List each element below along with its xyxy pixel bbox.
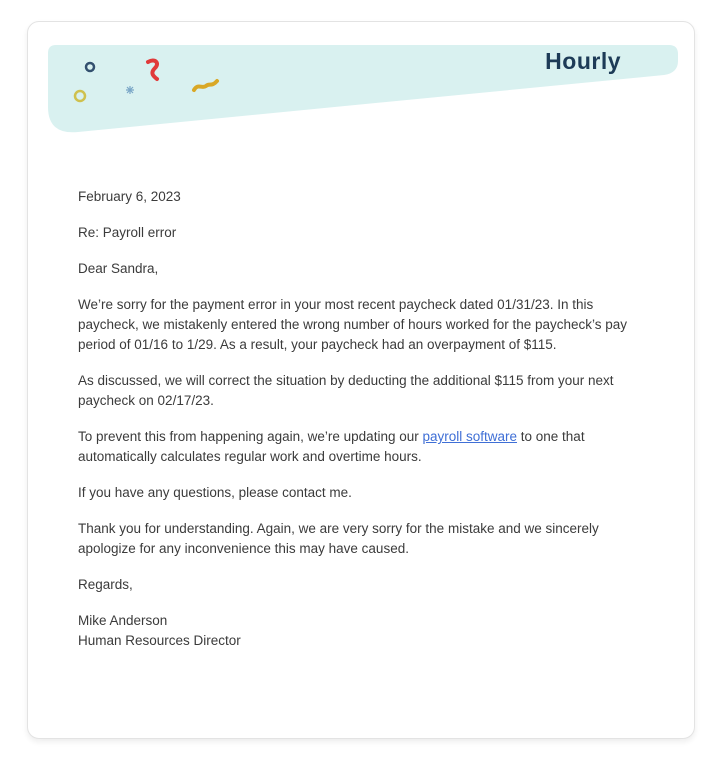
letter-subject: Re: Payroll error	[78, 225, 177, 240]
letter-paragraph-3	[78, 427, 650, 467]
letter-paragraph-4: If you have any questions, please contact me.	[78, 485, 352, 500]
letter-signature	[78, 611, 650, 651]
signature-name: Mike Anderson	[78, 613, 168, 628]
letter-paragraph-1: We’re sorry for the payment error in your most recent paycheck dated 01/31/23. In this paycheck, we mistakenly entered the wrong number of hours worked for the paycheck’s pay period of 01/16 to 1/29. As a result, your paycheck had an overpayment of $115.	[78, 297, 628, 352]
signature-title: Human Resources Director	[78, 633, 241, 648]
letter-card	[27, 21, 695, 739]
confetti-blue-sparkle-icon	[126, 86, 134, 94]
hourly-logo: Hourly	[545, 48, 621, 74]
payroll-software-link[interactable]: payroll software	[422, 429, 518, 444]
letter-body	[78, 187, 650, 667]
letter-paragraph-2: As discussed, we will correct the situation by deducting the additional $115 from your next paycheck on 02/17/23.	[78, 373, 614, 408]
paragraph-3-before-link: To prevent this from happening again, we’re updating our	[78, 429, 423, 444]
letter-salutation: Dear Sandra,	[78, 261, 159, 276]
letter-closing: Regards,	[78, 577, 133, 592]
letter-paragraph-5: Thank you for understanding. Again, we are very sorry for the mistake and we sincerely apologize for any inconvenience this may have caused.	[78, 521, 599, 556]
letter-date: February 6, 2023	[78, 189, 181, 204]
paragraph-3-after-link: to one that automatically calculates regular work and overtime hours.	[78, 429, 585, 464]
brand-banner	[48, 45, 678, 137]
